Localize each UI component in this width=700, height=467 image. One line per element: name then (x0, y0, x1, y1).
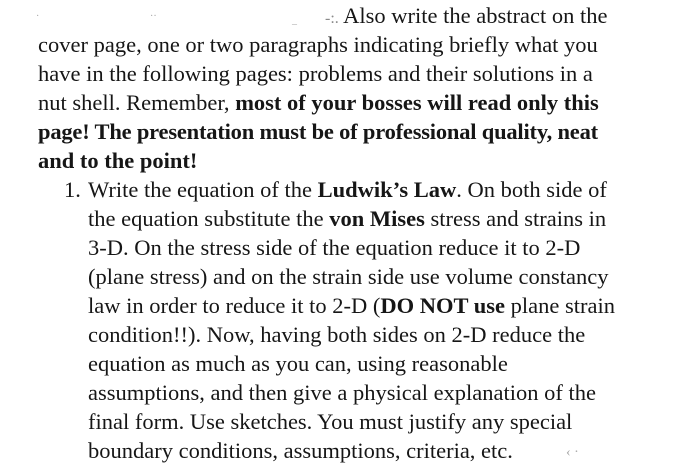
do-not-use-term: DO NOT use (380, 293, 506, 318)
item-1-line-1-a: Write the equation of the (88, 177, 318, 202)
intro-line-5: page! The presentation must be of professional quality, neat (38, 119, 598, 144)
item-1-line-5-c: plane strain (505, 293, 615, 318)
intro-line-1-text: Also write the abstract on the (338, 3, 608, 28)
item-1-line-9: final form. Use sketches. You must justify any special (88, 409, 573, 434)
item-1-line-2-a: the equation substitute the (88, 206, 330, 231)
intro-line-1 (325, 1, 607, 33)
item-1-line-5 (88, 291, 615, 320)
intro-line-4 (38, 88, 599, 117)
item-1-number: 1. (64, 177, 81, 202)
item-1-line-2 (88, 204, 606, 233)
item-1-line-1 (88, 175, 607, 204)
ludwik-law-term: Ludwik’s Law (317, 177, 457, 202)
intro-line-6: and to the point! (38, 148, 198, 173)
item-1-line-8: assumptions, and then give a physical explanation of the (88, 380, 597, 405)
von-mises-term: von Mises (329, 206, 425, 231)
item-1-line-7: equation as much as you can, using reasonable (88, 351, 508, 376)
item-1-line-6: condition!!). Now, having both sides on 2-D reduce the (88, 322, 586, 347)
intro-line-4-text: nut shell. Remember, (38, 90, 230, 115)
scan-artifact: ·· (150, 11, 157, 22)
item-1-line-10: boundary conditions, assumptions, criteria, etc. (88, 438, 513, 463)
item-1-line-3: 3-D. On the stress side of the equation reduce it to 2-D (88, 235, 581, 260)
intro-line-4-bold: most of your bosses will read only this (229, 90, 599, 115)
item-1-line-5-a: law in order to reduce it to 2-D ( (88, 293, 381, 318)
item-1-line-4: (plane stress) and on the strain side use volume constancy (88, 264, 609, 289)
item-1-line-2-c: stress and strains in (424, 206, 607, 231)
intro-line-1-prefix: -:. (325, 10, 339, 27)
scan-artifact: ‹ · (566, 445, 579, 460)
item-1-line-1-c: . On both side of (456, 177, 607, 202)
scan-artifact: _ (292, 15, 297, 26)
scan-artifact: · (36, 11, 40, 22)
intro-line-2: cover page, one or two paragraphs indicating briefly what you (38, 32, 598, 57)
intro-line-3: have in the following pages: problems and their solutions in a (38, 61, 593, 86)
